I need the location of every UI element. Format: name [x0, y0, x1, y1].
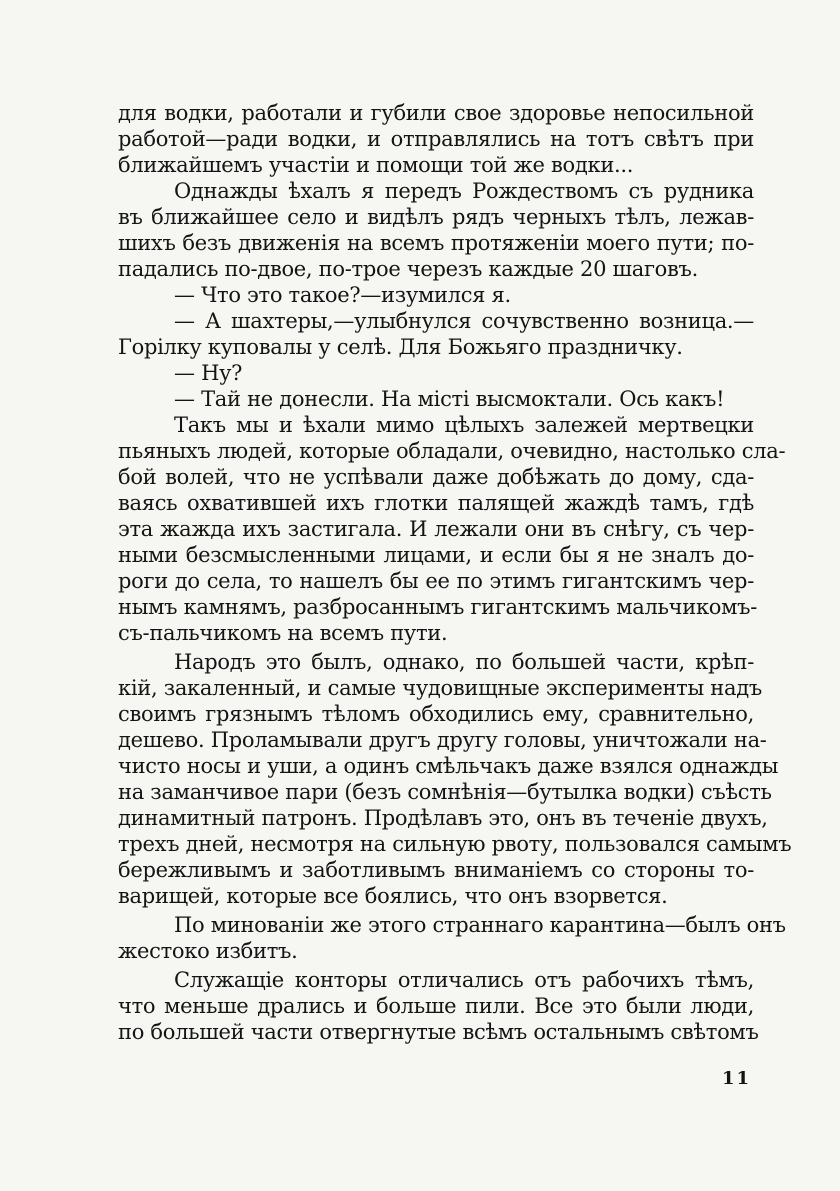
text-line: эта жажда ихъ застигала. И лежали они въ снѣгу, съ чер-	[118, 517, 754, 541]
text-line: бой волей, что не успѣвали даже добѣжать до дому, сда-	[118, 465, 754, 489]
text-line: по большей части отвергнутые всѣмъ остальнымъ свѣтомъ	[118, 1020, 759, 1044]
text-line: падались по-двое, по-трое черезъ каждые 20 шаговъ.	[118, 257, 698, 281]
text-line: бережливымъ и заботливымъ вниманіемъ со стороны то-	[118, 858, 754, 882]
text-line: дешево. Проламывали другъ другу головы, уничтожали на-	[118, 728, 767, 752]
text-line: для водки, работали и губили свое здоровье непосильной	[118, 101, 754, 125]
dialogue-line: Горілку куповалы у селѣ. Для Божьяго праздничку.	[118, 335, 683, 359]
text-line: кій, закаленный, и самые чудовищные эксперименты надъ	[118, 676, 762, 700]
text-line: ваясь охватившей ихъ глотки палящей жаждѣ тамъ, гдѣ	[118, 491, 754, 515]
text-line: съ-пальчикомъ на всемъ пути.	[118, 621, 448, 645]
text-line: пьяныхъ людей, которые обладали, очевидно, настолько сла-	[118, 439, 786, 463]
text-line: что меньше дрались и больше пили. Все это были люди,	[118, 994, 754, 1018]
text-line: ными безсмысленными лицами, и если бы я не зналъ до-	[118, 543, 754, 567]
text-line: Однажды ѣхалъ я передъ Рождествомъ съ рудника	[174, 179, 754, 203]
text-line: шихъ безъ движенія на всемъ протяженіи моего пути; по-	[118, 231, 754, 255]
text-line: Служащіе конторы отличались отъ рабочихъ тѣмъ,	[174, 968, 754, 992]
text-line: на заманчивое пари (безъ сомнѣнія—бутылка водки) съѣсть	[118, 780, 772, 804]
text-line: динамитный патронъ. Продѣлавъ это, онъ въ теченіе двухъ,	[118, 806, 768, 830]
dialogue-line: — Ну?	[174, 361, 243, 385]
text-line: По минованіи же этого страннаго карантина—былъ онъ	[174, 913, 786, 937]
text-line: нымъ камнямъ, разбросаннымъ гигантскимъ мальчикомъ-	[118, 595, 758, 619]
dialogue-line: — Что это такое?—изумился я.	[174, 283, 511, 307]
text-line: варищей, которые все боялись, что онъ взорвется.	[118, 884, 668, 908]
text-line: работой—ради водки, и отправлялись на тотъ свѣтъ при	[118, 127, 754, 151]
dialogue-line: — Тай не донесли. На місті высмоктали. Ось какъ!	[174, 387, 725, 411]
text-line: ближайшемъ участіи и помощи той же водки...	[118, 153, 634, 177]
text-line: своимъ грязнымъ тѣломъ обходились ему, сравнительно,	[118, 702, 754, 726]
text-line: трехъ дней, несмотря на сильную рвоту, пользовался самымъ	[118, 832, 792, 856]
text-line: Народъ это былъ, однако, по большей части, крѣп-	[174, 650, 754, 674]
text-line: Такъ мы и ѣхали мимо цѣлыхъ залежей мертвецки	[174, 413, 754, 437]
text-line: жестоко избитъ.	[118, 939, 298, 963]
dialogue-line: — А шахтеры,—улыбнулся сочувственно возница.—	[174, 309, 754, 333]
text-line: роги до села, то нашелъ бы ее по этимъ гигантскимъ чер-	[118, 569, 754, 593]
text-line: въ ближайшее село и видѣлъ рядъ черныхъ тѣлъ, лежав-	[118, 205, 754, 229]
text-line: чисто носы и уши, а одинъ смѣльчакъ даже взялся однажды	[118, 754, 779, 778]
page-number: 11	[722, 1068, 752, 1089]
